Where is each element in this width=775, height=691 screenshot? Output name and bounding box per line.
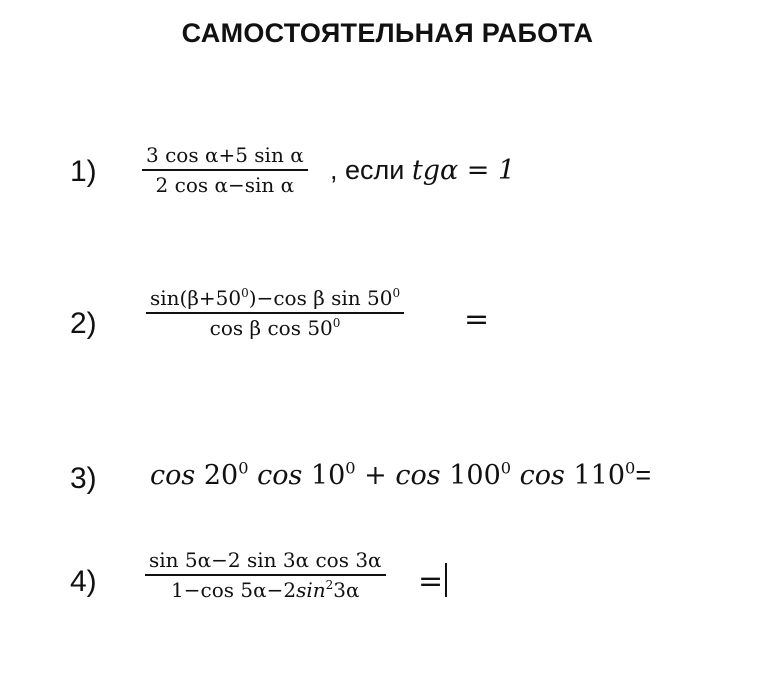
problem-1-numerator: 3 cos α+5 sin α bbox=[146, 143, 304, 167]
problem-4-numerator: sin 5α−2 sin 3α cos 3α bbox=[149, 548, 382, 572]
problem-2-denominator: cos β $\cos 50^0$ bbox=[209, 316, 341, 340]
problem-4-fraction bbox=[145, 548, 386, 602]
problem-4-equals: = bbox=[418, 563, 447, 599]
problem-3-expression: $\cos 20^0$ $\cos 10^0 + \cos 100^0$ $\cos 110^0=$ bbox=[150, 458, 652, 491]
problem-4-number: 4) bbox=[70, 565, 97, 598]
problem-2-numerator: $\sin(\beta+50^0)-\cos$ β $\sin 50^0$ bbox=[150, 286, 401, 310]
problem-1-fraction bbox=[142, 143, 308, 197]
condition-prefix: , если bbox=[330, 155, 412, 185]
problem-2-fraction bbox=[146, 286, 404, 340]
problem-1-number: 1) bbox=[70, 155, 97, 188]
problem-1-denominator: 2 cos α−sin α bbox=[155, 173, 295, 197]
problem-3-equals: = bbox=[635, 460, 652, 490]
problem-4-denominator: 1−cos $5\alpha-2\sin^23\alpha$ bbox=[171, 578, 360, 602]
problem-3-number: 3) bbox=[70, 462, 97, 495]
problem-2-equals: = bbox=[464, 302, 490, 337]
worksheet-title: САМОСТОЯТЕЛЬНАЯ РАБОТА bbox=[181, 18, 594, 48]
problem-1-condition bbox=[330, 155, 515, 186]
text-cursor bbox=[445, 563, 447, 597]
condition-expression: tgα = 1 bbox=[411, 155, 516, 186]
problem-2-number: 2) bbox=[70, 307, 97, 340]
